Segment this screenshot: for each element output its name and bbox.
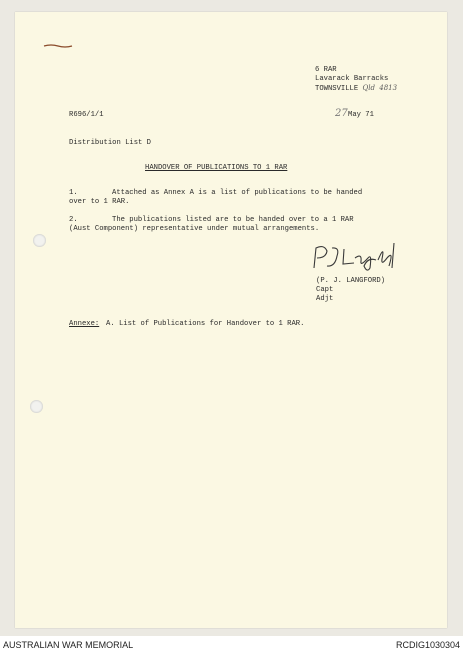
paragraph-1-number: 1. — [69, 189, 78, 197]
signatory-name: (P. J. LANGFORD) — [316, 277, 386, 285]
signatory-appointment: Adjt — [316, 295, 334, 303]
document-title: HANDOVER OF PUBLICATIONS TO 1 RAR — [145, 164, 288, 172]
address-state: Qld — [362, 84, 375, 92]
paragraph-2-line-2: (Aust Component) representative under mutual arrangements. — [69, 225, 320, 233]
address-town: TOWNSVILLE — [315, 85, 359, 93]
reference-number: R696/1/1 — [69, 111, 104, 119]
address-line-1: 6 RAR — [315, 66, 337, 74]
address-line-2: Lavarack Barracks — [315, 75, 389, 83]
address-line-3 — [315, 84, 397, 94]
footer-record-id: RCDIG1030304 — [395, 640, 460, 650]
date-month-year: May 71 — [348, 111, 374, 119]
date-day: 27 — [335, 108, 348, 119]
archive-footer — [0, 636, 463, 654]
address-postcode: 4813 — [379, 84, 398, 92]
annex-item: A. List of Publications for Handover to 1 RAR. — [106, 320, 305, 328]
footer-institution: AUSTRALIAN WAR MEMORIAL — [3, 640, 134, 650]
paragraph-2-number: 2. — [69, 216, 78, 224]
annex-label: Annexe: — [69, 320, 100, 328]
distribution-list: Distribution List D — [69, 139, 151, 147]
paragraph-1-line-1: Attached as Annex A is a list of publications to be handed — [112, 189, 363, 197]
signatory-rank: Capt — [316, 286, 334, 294]
paper-mark — [43, 44, 73, 48]
paragraph-1-line-2: over to 1 RAR. — [69, 198, 130, 206]
punch-hole-top — [33, 234, 46, 247]
paragraph-2-line-1: The publications listed are to be handed over to a 1 RAR — [112, 216, 354, 224]
handwritten-signature — [310, 240, 405, 274]
punch-hole-bottom — [30, 400, 43, 413]
